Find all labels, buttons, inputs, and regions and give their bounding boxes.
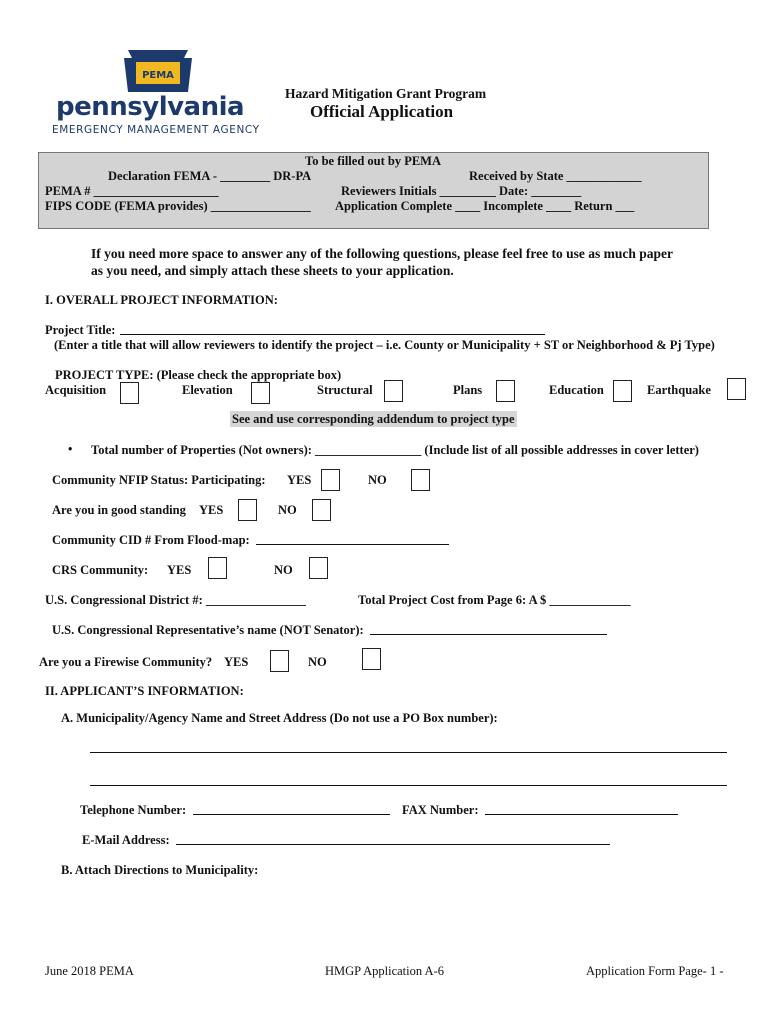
structural-checkbox[interactable] [384,380,403,402]
pema-box-heading: To be filled out by PEMA [305,154,442,168]
cid-label: Community CID # From Flood-map: [52,533,250,547]
firewise-no-checkbox[interactable] [362,648,381,670]
firewise-yes-checkbox[interactable] [270,650,289,672]
plans-checkbox[interactable] [496,380,515,402]
pema-logo [50,48,260,140]
nfip-label: Community NFIP Status: Participating: [52,473,266,487]
good-standing-yes-label: YES [199,503,224,517]
received-field[interactable]: Received by State ____________ [469,169,642,183]
addendum-note [230,412,517,427]
nfip-no-label: NO [368,473,387,487]
firewise-label: Are you a Firewise Community? [39,655,213,669]
section-2-heading: II. APPLICANT’S INFORMATION: [45,684,244,698]
address-label: A. Municipality/Agency Name and Street Address (Do not use a PO Box number): [61,711,498,725]
declaration-field[interactable]: Declaration FEMA - ________ DR-PA [108,169,312,183]
representative-input[interactable] [370,634,607,635]
properties-field[interactable]: Total number of Properties (Not owners): _________________ (Include list of all possible addresses in cover letter) [91,443,699,457]
bullet-icon: • [68,442,73,456]
reviewers-field[interactable]: Reviewers Initials _________ Date: ________ [341,184,582,198]
footer-page-number: Application Form Page- 1 - [586,964,724,978]
type-label-plans: Plans [453,383,483,397]
fax-input[interactable] [485,814,678,815]
telephone-label: Telephone Number: [80,803,187,817]
earthquake-checkbox[interactable] [727,378,746,400]
firewise-no-label: NO [308,655,327,669]
elevation-checkbox[interactable] [251,382,270,404]
crs-no-label: NO [274,563,293,577]
type-label-earthquake: Earthquake [647,383,711,397]
type-label-acquisition: Acquisition [45,383,107,397]
address-line-1-input[interactable] [90,752,727,753]
type-label-education: Education [549,383,604,397]
cid-input[interactable] [256,544,449,545]
page-title: Official Application [310,102,454,121]
address-line-2-input[interactable] [90,785,727,786]
crs-yes-label: YES [167,563,192,577]
type-label-structural: Structural [317,383,373,397]
fax-label: FAX Number: [402,803,479,817]
good-standing-label: Are you in good standing [52,503,186,517]
nfip-no-checkbox[interactable] [411,469,430,491]
type-label-elevation: Elevation [182,383,233,397]
nfip-yes-label: YES [287,473,312,487]
fips-field[interactable]: FIPS CODE (FEMA provides) ________________ [45,199,311,213]
email-input[interactable] [176,844,610,845]
pema-number-field[interactable]: PEMA # ____________________ [45,184,219,198]
project-type-label: PROJECT TYPE: (Please check the appropriate box) [55,368,342,382]
crs-label: CRS Community: [52,563,149,577]
crs-yes-checkbox[interactable] [208,557,227,579]
project-title-label: Project Title: [45,323,116,337]
logo-wordmark: pennsylvania [56,92,245,122]
email-label: E-Mail Address: [82,833,170,847]
good-standing-no-label: NO [278,503,297,517]
acquisition-checkbox[interactable] [120,382,139,404]
keystone-text: PEMA [142,70,174,81]
program-name: Hazard Mitigation Grant Program [285,86,487,101]
status-field[interactable]: Application Complete ____ Incomplete ____ Return ___ [335,199,635,213]
firewise-yes-label: YES [224,655,249,669]
crs-no-checkbox[interactable] [309,557,328,579]
education-checkbox[interactable] [613,380,632,402]
good-standing-no-checkbox[interactable] [312,499,331,521]
representative-label: U.S. Congressional Representative’s name (NOT Senator): [52,623,364,637]
logo-agency: EMERGENCY MANAGEMENT AGENCY [52,124,260,136]
good-standing-yes-checkbox[interactable] [238,499,257,521]
addendum-note-text: See and use corresponding addendum to project type [232,412,515,426]
congressional-district-field[interactable]: U.S. Congressional District #: ________________ [45,593,306,607]
telephone-input[interactable] [193,814,390,815]
total-project-cost-field[interactable]: Total Project Cost from Page 6: A $ _____________ [358,593,631,607]
intro-line-2: as you need, and simply attach these sheets to your application. [91,263,454,278]
intro-line-1: If you need more space to answer any of the following questions, please feel free to use as much paper [91,246,673,261]
project-title-input[interactable] [120,334,545,335]
footer-form-id: HMGP Application A-6 [325,964,444,978]
section-1-heading: I. OVERALL PROJECT INFORMATION: [45,293,278,307]
keystone-icon [50,48,260,96]
footer-date: June 2018 PEMA [45,964,134,978]
nfip-yes-checkbox[interactable] [321,469,340,491]
project-title-hint: (Enter a title that will allow reviewers to identify the project – i.e. County or Municipality + ST or Neighborhood & Pj Type) [54,338,715,352]
directions-label: B. Attach Directions to Municipality: [61,863,259,877]
